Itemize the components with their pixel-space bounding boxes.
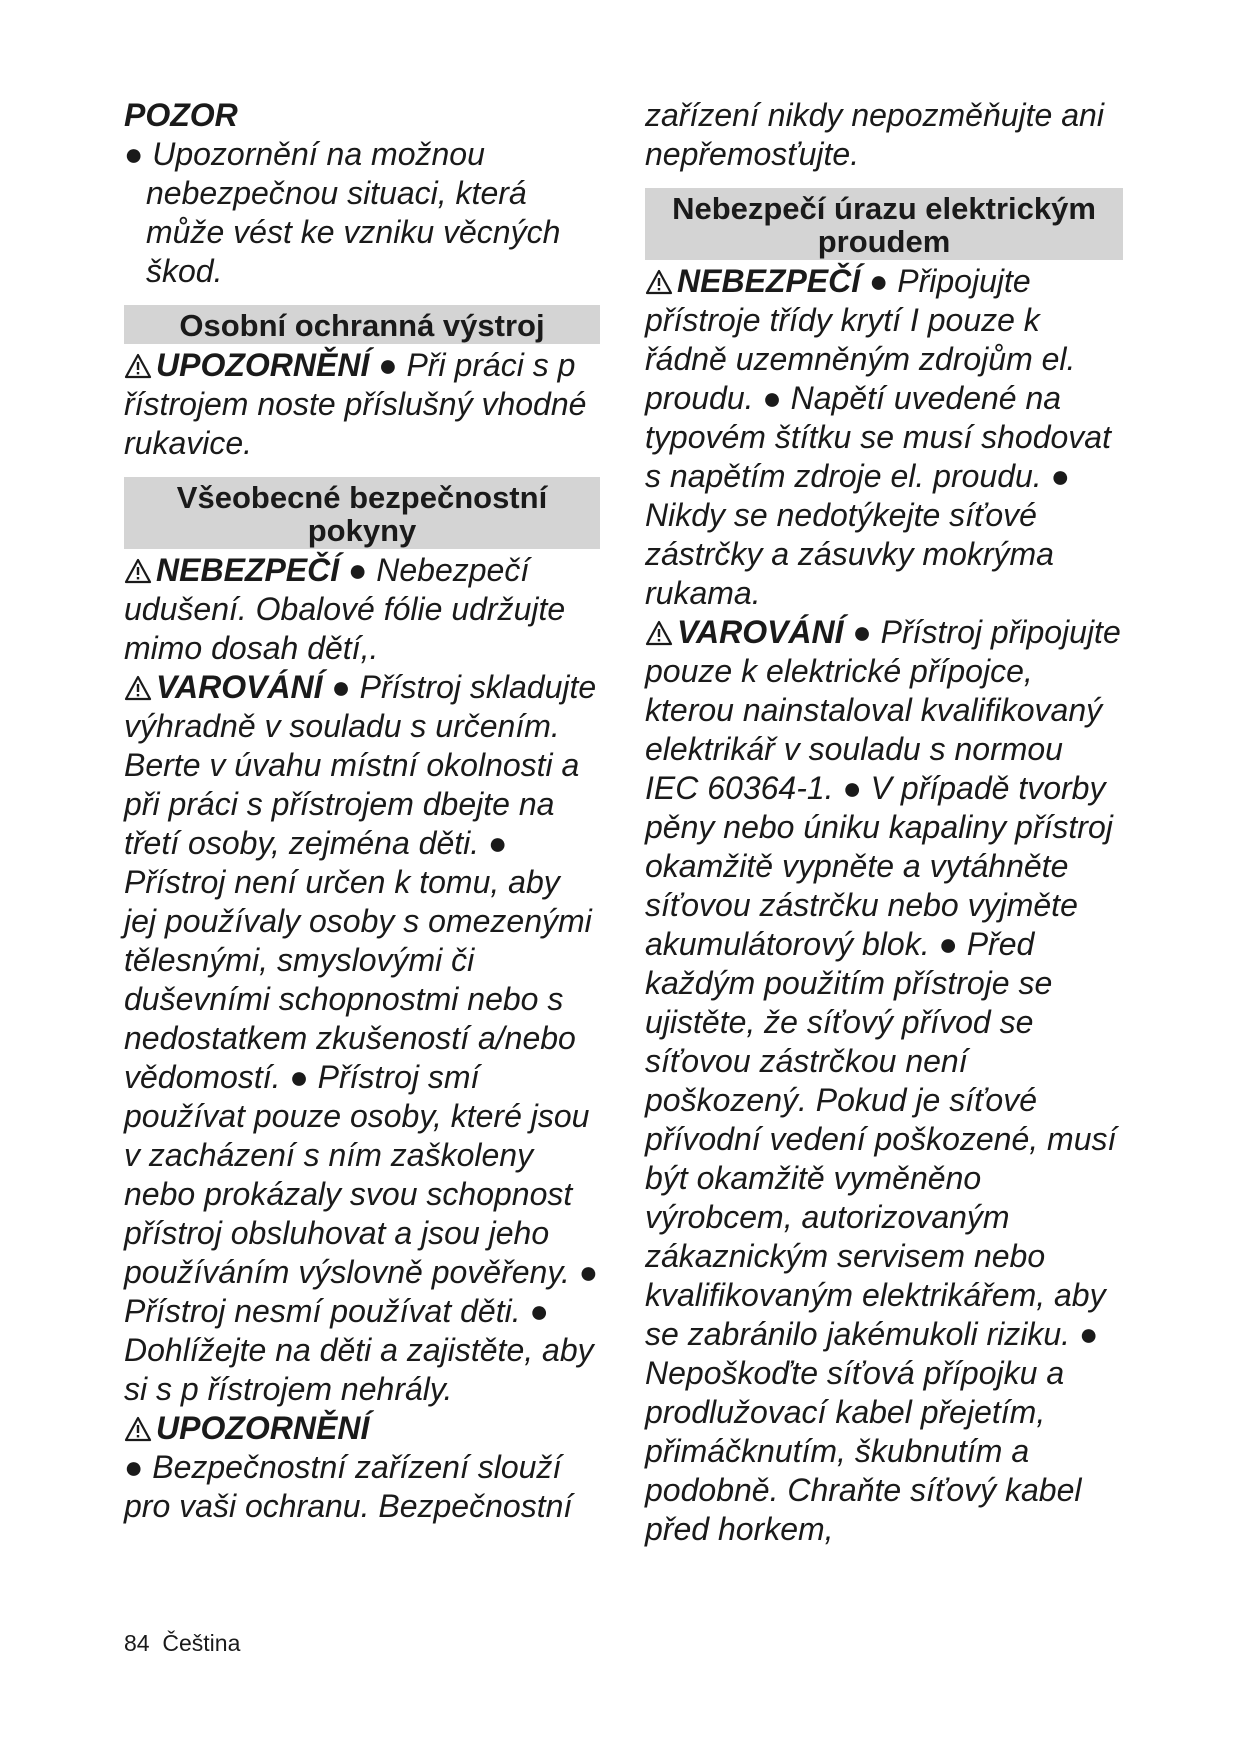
warning-text: ● Přístroj skladujte výhradně v souladu s určením. Berte v úvahu místní okolnosti a při práci s přístrojem dbejte na třetí osoby, zejména děti. ● Přístroj není určen k tomu, aby jej používaly osoby s omezenými tělesnými, smyslovými či duševními schopnostmi nebo s nedostatkem zkušeností a/nebo vědomostí. ● Přístroj smí používat pouze osoby, které jsou v zacházení s ním zaškoleny nebo prokázaly svou schopnost přístroj obsluhovat a jsou jeho používáním výslovně pověřeny. ● Přístroj nesmí používat děti. ● Dohlížejte na děti a zajistěte, aby si s p řístrojem nehrály. xyxy=(124,669,599,1407)
section-header-electric: Nebezpečí úrazu elektrickým proudem xyxy=(645,188,1123,260)
warning-triangle-icon xyxy=(645,620,673,646)
danger-label: NEBEZPEČÍ xyxy=(156,552,340,588)
danger-paragraph xyxy=(124,551,600,668)
pozor-title: POZOR xyxy=(124,97,238,133)
caution-text: ● Bezpečnostní zařízení slouží pro vaši ochranu. Bezpečnostní xyxy=(124,1449,573,1524)
left-column xyxy=(124,96,600,1526)
section-header-ppe: Osobní ochranná výstroj xyxy=(124,305,600,344)
warning-label: VAROVÁNÍ xyxy=(156,669,323,705)
warning-paragraph xyxy=(124,668,600,1409)
right-column xyxy=(645,96,1123,1549)
electric-warning-label: VAROVÁNÍ xyxy=(677,614,844,650)
warning-triangle-icon xyxy=(124,675,152,701)
continued-text: zařízení nikdy nepozměňujte ani nepřemosťujte. xyxy=(645,97,1104,172)
ppe-paragraph xyxy=(124,346,600,463)
electric-warning-paragraph xyxy=(645,613,1123,1549)
electric-danger-label: NEBEZPEČÍ xyxy=(677,263,861,299)
warning-triangle-icon xyxy=(124,353,152,379)
page-number: 84 xyxy=(124,1630,150,1656)
caution-label: UPOZORNĚNÍ xyxy=(156,1410,370,1446)
electric-warning-text: ● Přístroj připojujte pouze k elektrické přípojce, kterou nainstaloval kvalifikovaný elektrikář v souladu s normou IEC 60364-1. ● V případě tvorby pěny nebo úniku kapaliny přístroj okamžitě vypněte a vytáhněte síťovou zástrčku nebo vyjměte akumulátorový blok. ● Před každým použitím přístroje se ujistěte, že síťový přívod se síťovou zástrčkou není poškozený. Pokud je síťové přívodní vedení poškozené, musí být okamžitě vyměněno výrobcem, autorizovaným zákaznickým servisem nebo kvalifikovaným elektrikářem, aby se zabránilo jakémukoli riziku. ● Nepoškoďte síťová přípojku a prodlužovací kabel přejetím, přimáčknutím, škubnutím a podobně. Chraňte síťový kabel před horkem, xyxy=(645,614,1121,1547)
warning-triangle-icon xyxy=(645,269,673,295)
ppe-text: ● Při práci s p řístrojem noste příslušný vhodné rukavice. xyxy=(124,347,587,461)
warning-triangle-icon xyxy=(124,558,152,584)
electric-danger-paragraph xyxy=(645,262,1123,613)
footer-language: Čeština xyxy=(162,1630,241,1656)
caution-heading xyxy=(124,1409,600,1448)
ppe-label: UPOZORNĚNÍ xyxy=(156,347,370,383)
pozor-text: ● Upozornění na možnou nebezpečnou situaci, která může vést ke vzniku věcných škod. xyxy=(124,136,561,289)
page-footer xyxy=(124,1630,240,1657)
electric-danger-text: ● Připojujte přístroje třídy krytí I pouze k řádně uzemněným zdrojům el. proudu. ● Napětí uvedené na typovém štítku se musí shodovat s napětím zdroje el. proudu. ● Nikdy se nedotýkejte síťové zástrčky a zásuvky mokrýma rukama. xyxy=(645,263,1111,611)
warning-triangle-icon xyxy=(124,1416,152,1442)
section-header-general: Všeobecné bezpečnostní pokyny xyxy=(124,477,600,549)
danger-text: ● Nebezpečí udušení. Obalové fólie udržujte mimo dosah dětí,. xyxy=(124,552,566,666)
